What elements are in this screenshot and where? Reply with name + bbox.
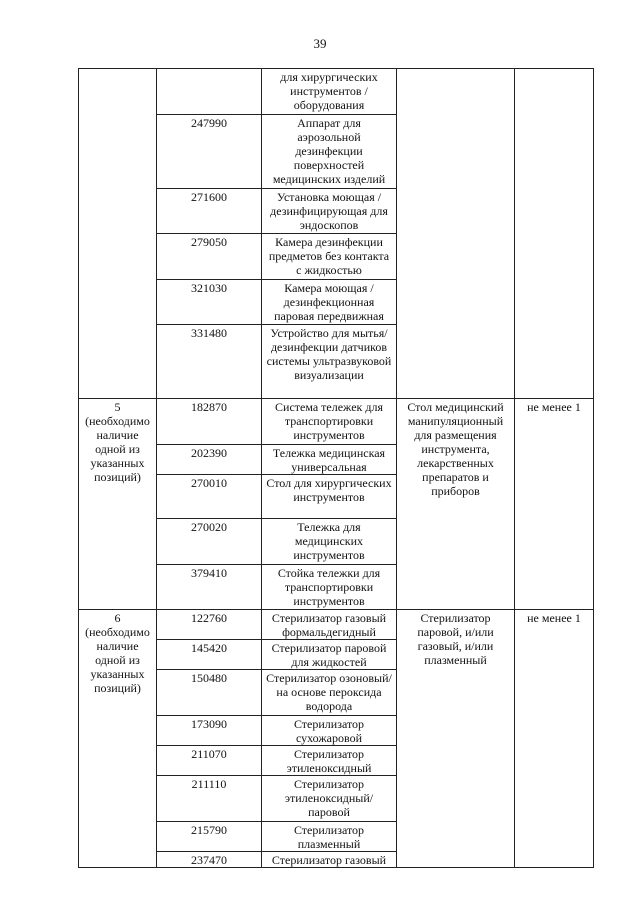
item-name-cell: Стерилизатор этиленоксидный/ паровой <box>262 776 397 822</box>
quantity-cell: не менее 1 <box>515 399 594 610</box>
code-cell: 215790 <box>157 822 262 852</box>
group-number-cell <box>79 610 157 868</box>
item-name-cell: Аппарат для аэрозольной дезинфекции поверхностей медицинских изделий <box>262 115 397 189</box>
code-cell: 321030 <box>157 280 262 325</box>
group-number-cell <box>79 69 157 399</box>
code-cell: 211070 <box>157 746 262 776</box>
item-name-cell: Стерилизатор озоновый/на основе пероксида водорода <box>262 670 397 716</box>
code-cell <box>157 69 262 115</box>
code-cell: 270010 <box>157 475 262 519</box>
item-name-cell: Камера моющая /дезинфекционная паровая передвижная <box>262 280 397 325</box>
quantity-cell: не менее 1 <box>515 610 594 868</box>
group-note: (необходимо наличие одной из указанных позиций) <box>85 414 150 484</box>
item-name-cell: Устройство для мытья/ дезинфекции датчиков системы ультразвуковой визуализации <box>262 325 397 399</box>
group-number: 5 <box>114 400 121 414</box>
code-cell: 247990 <box>157 115 262 189</box>
item-name-cell: Стерилизатор сухожаровой <box>262 716 397 746</box>
code-cell: 150480 <box>157 670 262 716</box>
code-cell: 270020 <box>157 519 262 565</box>
code-cell: 122760 <box>157 610 262 640</box>
code-cell: 182870 <box>157 399 262 445</box>
code-cell: 379410 <box>157 565 262 610</box>
item-name-cell: Стерилизатор паровой для жидкостей <box>262 640 397 670</box>
item-name-cell: Стерилизатор газовый <box>262 852 397 868</box>
code-cell: 211110 <box>157 776 262 822</box>
item-name-cell: Стойка тележки для транспортировки инструментов <box>262 565 397 610</box>
code-cell: 331480 <box>157 325 262 399</box>
table-row <box>79 399 594 445</box>
item-name-cell: Тележка для медицинских инструментов <box>262 519 397 565</box>
item-name-cell: Стол для хирургических инструментов <box>262 475 397 519</box>
quantity-cell <box>515 69 594 399</box>
code-cell: 237470 <box>157 852 262 868</box>
table-row <box>79 610 594 640</box>
item-name-cell: Стерилизатор плазменный <box>262 822 397 852</box>
code-cell: 279050 <box>157 234 262 280</box>
group-number-cell <box>79 399 157 610</box>
code-cell: 202390 <box>157 445 262 475</box>
code-cell: 173090 <box>157 716 262 746</box>
item-name-cell: Тележка медицинская универсальная <box>262 445 397 475</box>
equipment-cell: Стол медицинский манипуляционный для размещения инструмента, лекарственных препаратов и приборов <box>397 399 515 610</box>
group-note: (необходимо наличие одной из указанных позиций) <box>85 625 150 695</box>
equipment-table <box>78 68 594 868</box>
item-name-cell: Камера дезинфекции предметов без контакта с жидкостью <box>262 234 397 280</box>
code-cell: 271600 <box>157 189 262 234</box>
item-name-cell: для хирургических инструментов /оборудования <box>262 69 397 115</box>
group-number: 6 <box>114 611 121 625</box>
code-cell: 145420 <box>157 640 262 670</box>
page-number: 39 <box>313 36 327 51</box>
item-name-cell: Система тележек для транспортировки инструментов <box>262 399 397 445</box>
item-name-cell: Установка моющая /дезинфицирующая для эндоскопов <box>262 189 397 234</box>
item-name-cell: Стерилизатор этиленоксидный <box>262 746 397 776</box>
equipment-cell <box>397 69 515 399</box>
table-row <box>79 69 594 115</box>
item-name-cell: Стерилизатор газовый формальдегидный <box>262 610 397 640</box>
equipment-cell: Стерилизатор паровой, и/или газовый, и/или плазменный <box>397 610 515 868</box>
